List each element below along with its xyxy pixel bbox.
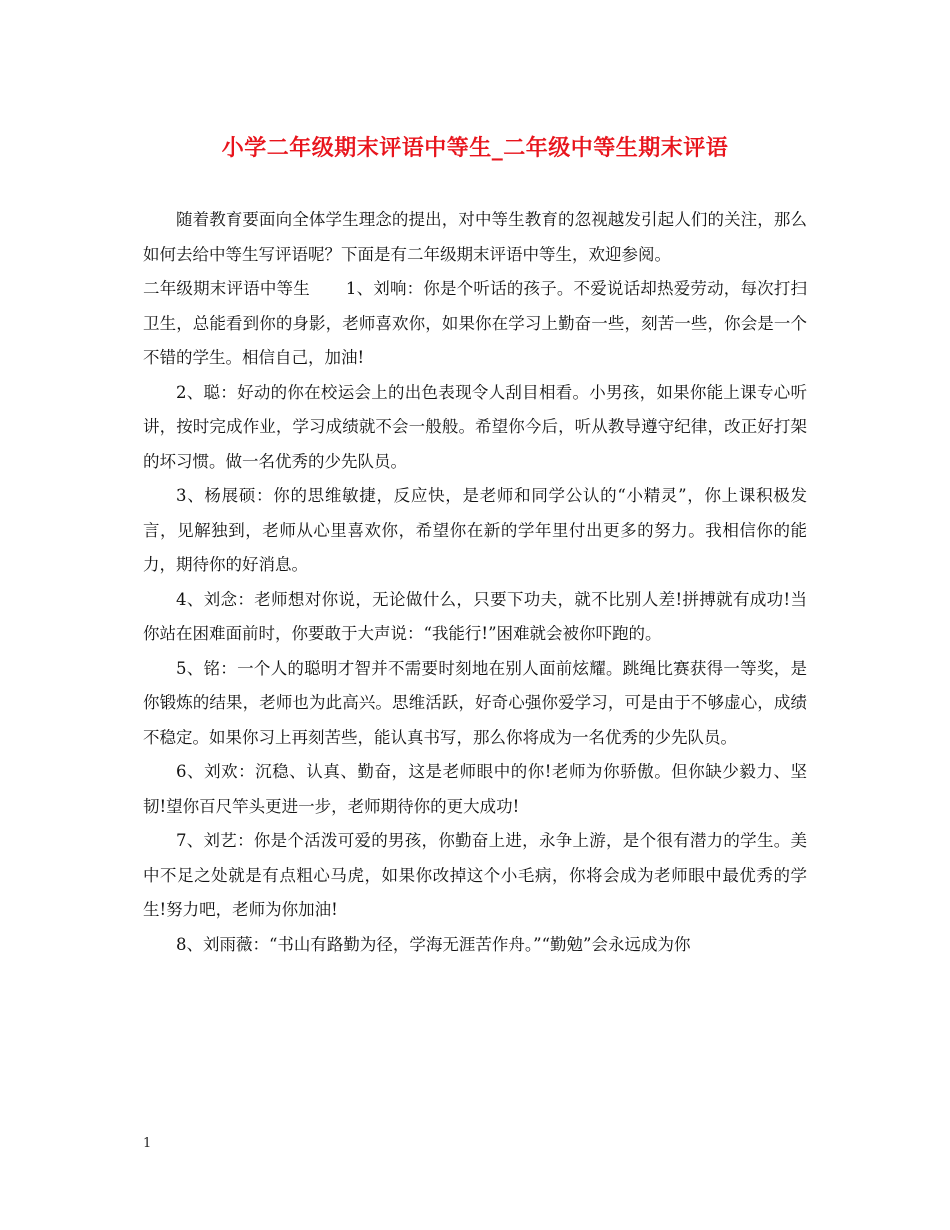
- comment-paragraph-7: 7、刘艺：你是个活泼可爱的男孩，你勤奋上进，永争上游，是个很有潜力的学生。美中不足之处就是有点粗心马虎，如果你改掉这个小毛病，你将会成为老师眼中最优秀的学生!努力吧，老师为你加油!: [143, 831, 807, 919]
- comment-text-1: 1、刘响：你是个听话的孩子。不爱说话却热爱劳动，每次打扫卫生，总能看到你的身影，老师喜欢你，如果你在学习上勤奋一些，刻苦一些，你会是一个不错的学生。相信自己，加油!: [143, 279, 808, 367]
- comment-paragraph-1: [143, 272, 807, 376]
- comment-paragraph-3: 3、杨展硕：你的思维敏捷，反应快，是老师和同学公认的“小精灵”，你上课积极发言，见解独到，老师从心里喜欢你，希望你在新的学年里付出更多的努力。我相信你的能力，期待你的好消息。: [143, 486, 807, 574]
- page-number: 1: [143, 1136, 152, 1151]
- comment-paragraph-4: 4、刘念：老师想对你说，无论做什么，只要下功夫，就不比别人差!拼搏就有成功!当你站在困难面前时，你要敢于大声说：“我能行!”困难就会被你吓跑的。: [143, 589, 807, 643]
- document-title: 小学二年级期末评语中等生_二年级中等生期末评语: [221, 136, 729, 161]
- section-label: 二年级期末评语中等生: [143, 279, 310, 298]
- comment-paragraph-5: 5、铭：一个人的聪明才智并不需要时刻地在别人面前炫耀。跳绳比赛获得一等奖，是你锻炼的结果，老师也为此高兴。思维活跃，好奇心强你爱学习，可是由于不够虚心，成绩不稳定。如果你习上再刻苦些，能认真书写，那么你将成为一名优秀的少先队员。: [143, 658, 807, 747]
- document-body: [143, 203, 807, 962]
- comment-paragraph-8: 8、刘雨薇：“书山有路勤为径，学海无涯苦作舟。”“勤勉”会永远成为你: [176, 934, 691, 954]
- comment-paragraph-2: 2、聪：好动的你在校运会上的出色表现令人刮目相看。小男孩，如果你能上课专心听讲，按时完成作业，学习成绩就不会一般般。希望你今后，听从教导遵守纪律，改正好打架的坏习惯。做一名优秀的少先队员。: [143, 382, 807, 471]
- intro-paragraph: 随着教育要面向全体学生理念的提出，对中等生教育的忽视越发引起人们的关注，那么如何去给中等生写评语呢？下面是有二年级期末评语中等生，欢迎参阅。: [143, 210, 807, 264]
- comment-paragraph-6: 6、刘欢：沉稳、认真、勤奋，这是老师眼中的你!老师为你骄傲。但你缺少毅力、坚韧!望你百尺竿头更进一步，老师期待你的更大成功!: [143, 762, 807, 816]
